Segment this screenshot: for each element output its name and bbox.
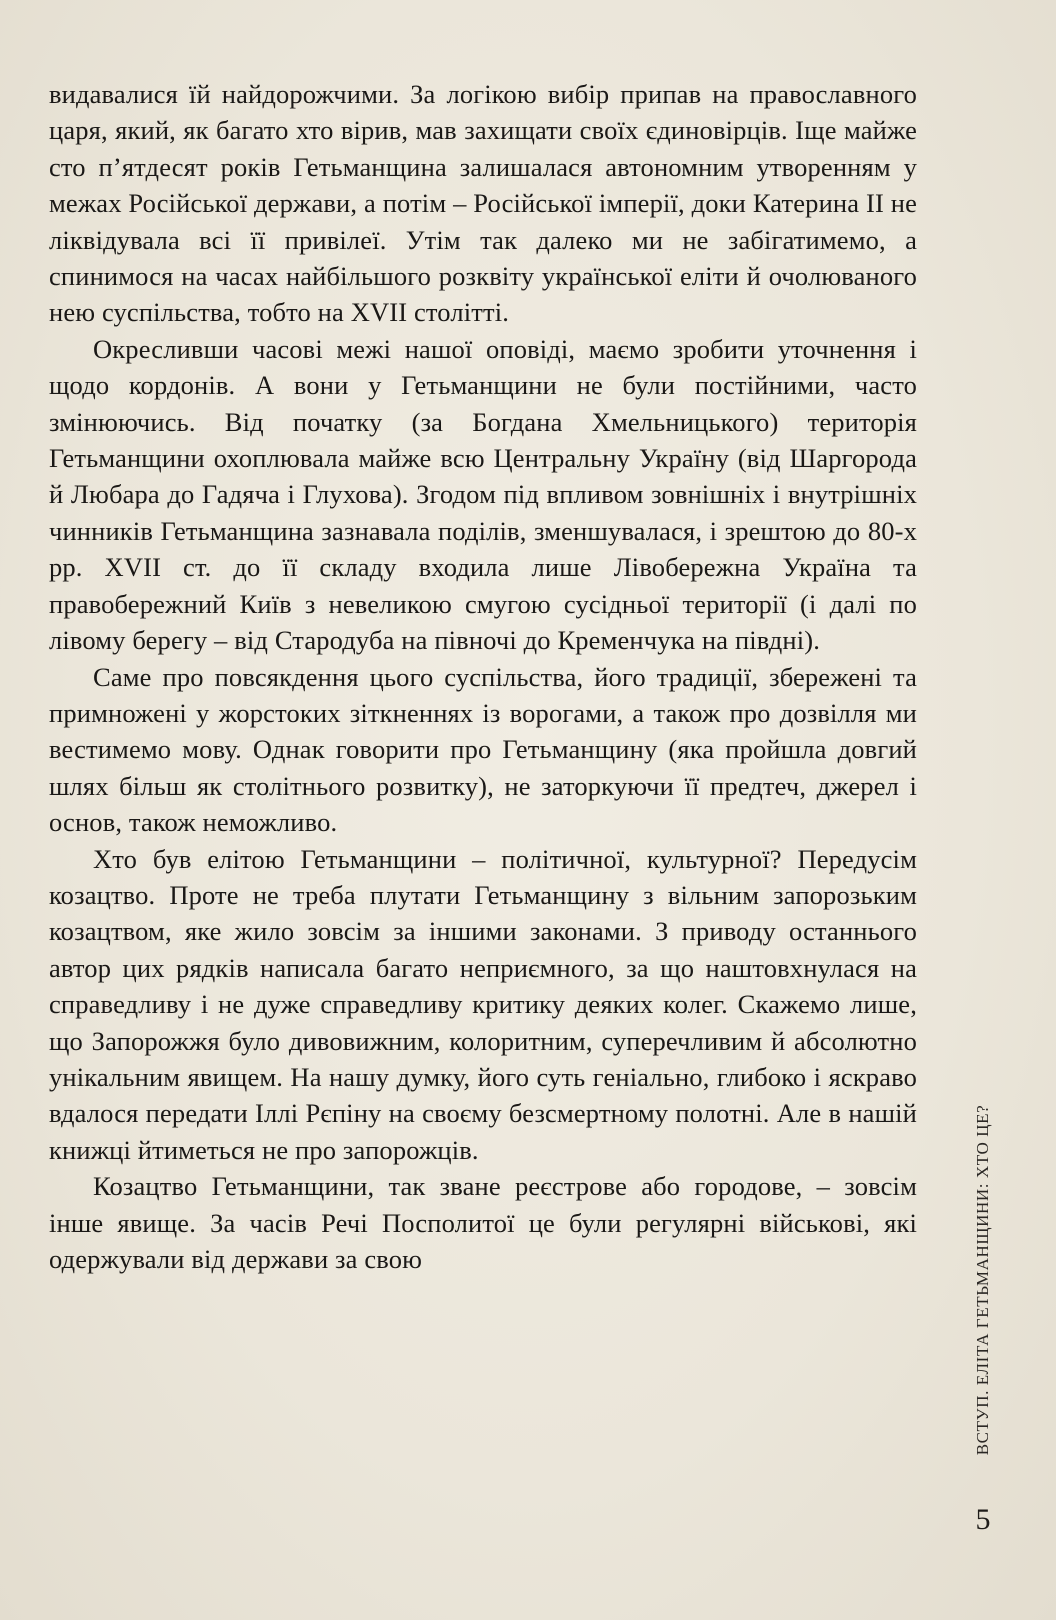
paragraph-5: Козацтво Гетьманщини, так зване реєстрове або городове, – зовсім інше явище. За часів Речі Посполитої це були регулярні військові, які одержували від держави за свою <box>49 1171 917 1274</box>
body-text <box>49 76 917 1277</box>
paragraph-3: Саме про повсякдення цього суспільства, його традиції, збережені та примножені у жорстоких зіткненнях із ворогами, а також про дозвілля ми вестимемо мову. Однак говорити про Гетьманщину (яка пройшла довгий шлях більш як столітнього розвитку), не заторкуючи її предтеч, джерел і основ, також неможливо. <box>49 661 917 838</box>
paragraph-4: Хто був елітою Гетьманщини – політичної, культурної? Передусім козацтво. Проте не треба плутати Гетьманщину з вільним запорозьким козацтвом, яке жило зовсім за іншими законами. З приводу останнього автор цих рядків написала багато неприємного, за що наштовхнулася на справедливу і не дуже справедливу критику деяких колег. Скажемо лише, що Запорожжя було дивовижним, колоритним, суперечливим й абсолютно унікальним явищем. На нашу думку, його суть геніально, глибоко і яскраво вдалося передати Іллі Рєпіну на своєму безсмертному полотні. Але в нашій книжці йтиметься не про запорожців. <box>49 843 917 1165</box>
page-number: 5 <box>975 1503 991 1536</box>
paragraph-2: Окресливши часові межі нашої оповіді, маємо зробити уточнення і щодо кордонів. А вони у Гетьманщини не були постійними, часто змінюючись. Від початку (за Богдана Хмельницького) територія Гетьманщини охоплювала майже всю Центральну Україну (від Шаргорода й Любара до Гадяча і Глухова). Згодом під впливом зовнішніх і внутрішніх чинників Гетьманщина зазнавала поділів, зменшувалася, і зрештою до 80-х рр. XVII ст. до її складу входила лише Лівобережна Україна та правобережний Київ з невеликою смугою сусідньої території (і далі по лівому берегу – від Стародуба на півночі до Кременчука на півдні). <box>49 333 917 656</box>
running-head: ВСТУП. ЕЛІТА ГЕТЬМАНЩИНИ: ХТО ЦЕ? <box>973 1104 992 1456</box>
paragraph-1: видавалися їй найдорожчими. За логікою вибір припав на православного царя, який, як багато хто вірив, мав захищати своїх єдиновірців. Іще майже сто п’ятдесят років Гетьманщина залишалася автономним утворенням у межах Російської держави, а потім – Російської імперії, доки Катерина II не ліквідувала всі її привілеї. Утім так далеко ми не забігатимемо, а спинимося на часах найбільшого розквіту української еліти й очолюваного нею суспільства, тобто на XVII столітті. <box>49 79 917 328</box>
